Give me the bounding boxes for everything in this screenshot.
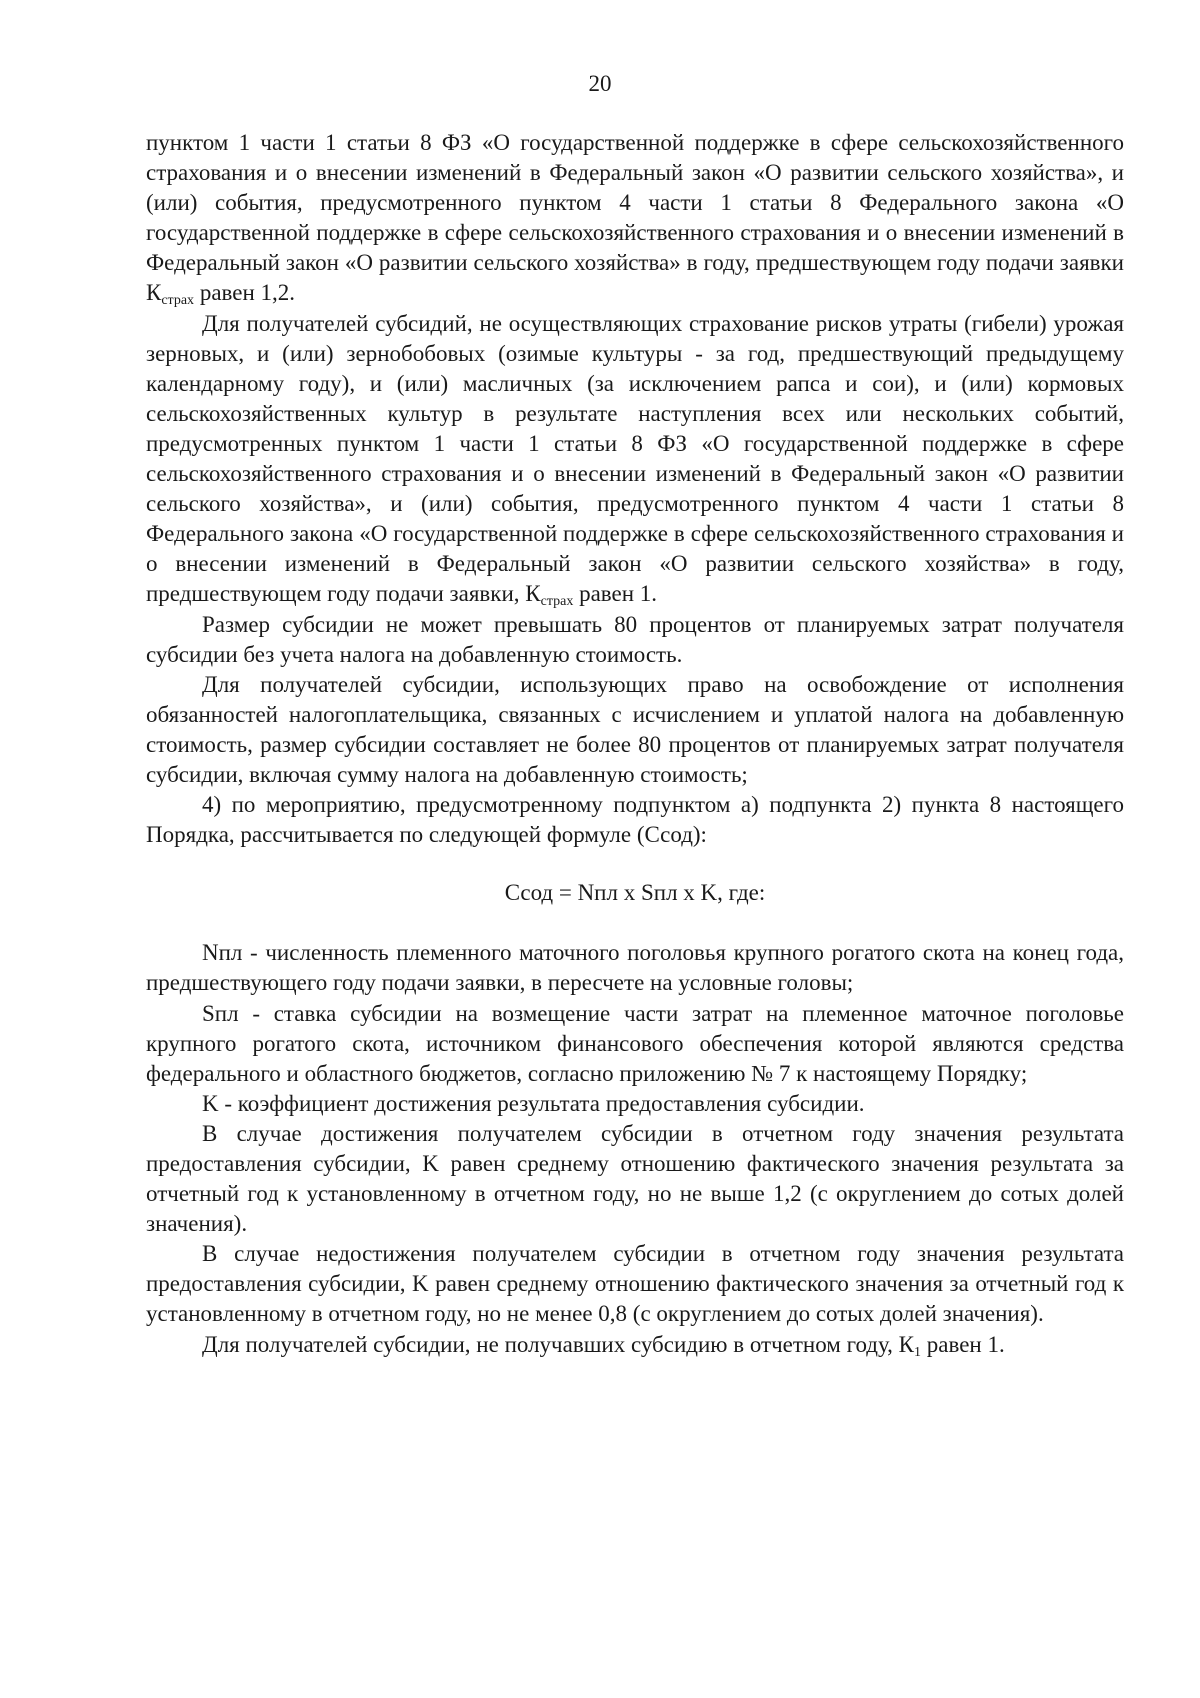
paragraph-7: Sпл - ставка субсидии на возмещение части затрат на племенное маточное поголовье крупного рогатого скота, источником финансового обеспечения которой являются средства федерального и областного бюджетов, согласно приложению № 7 к настоящему Порядку; xyxy=(146,1000,1124,1086)
k-strah-subscript: страх xyxy=(161,293,195,309)
paragraph-9: В случае достижения получателем субсидии в отчетном году значения результата предоставления субсидии, K равен среднему отношению фактического значения результата за отчетный год к установленному в отчетном году, но не выше 1,2 (с округлением до сотых долей значения). xyxy=(146,1120,1124,1237)
paragraph-1-text: пунктом 1 части 1 статьи 8 ФЗ «О государственной поддержке в сфере сельскохозяйственного страхования и о внесении изменений в Федеральный закон «О развитии сельского хозяйства», и (или) события, предусмотренного пунктом 4 части 1 статьи 8 Федерального закона «О государственной поддержке в сфере сельскохозяйственного страхования и о внесении изменений в Федеральный закон «О развитии сельского хозяйства» в году, предшествующем году подачи заявки К xyxy=(146,130,1124,306)
paragraph-3: Размер субсидии не может превышать 80 процентов от планируемых затрат получателя субсидии без учета налога на добавленную стоимость. xyxy=(146,611,1124,667)
document-body xyxy=(146,128,1124,1360)
paragraph-2-tail: равен 1. xyxy=(573,581,658,607)
paragraph-6: Nпл - численность племенного маточного поголовья крупного рогатого скота на конец года, предшествующего году подачи заявки, в пересчете на условные головы; xyxy=(146,940,1124,996)
k1-subscript: 1 xyxy=(914,1344,922,1360)
paragraph-5: 4) по мероприятию, предусмотренному подпунктом а) подпункта 2) пункта 8 настоящего Порядка, рассчитывается по следующей формуле (Ссод): xyxy=(146,792,1124,848)
paragraph-1-tail: равен 1,2. xyxy=(194,280,296,306)
paragraph-2 xyxy=(146,309,1124,610)
paragraph-2-text: Для получателей субсидий, не осуществляющих страхование рисков утраты (гибели) урожая зерновых, и (или) зернобобовых (озимые культуры - за год, предшествующий предыдущему календарному году), и (или) масличных (за исключением рапса и сои), и (или) кормовых сельскохозяйственных культур в результате наступления всех или нескольких событий, предусмотренных пунктом 1 части 1 статьи 8 ФЗ «О государственной поддержке в сфере сельскохозяйственного страхования и о внесении изменений в Федеральный закон «О развитии сельского хозяйства», и (или) события, предусмотренного пунктом 4 части 1 статьи 8 Федерального закона «О государственной поддержке в сфере сельскохозяйственного страхования и о внесении изменений в Федеральный закон «О развитии сельского хозяйства» в году, предшествующем году подачи заявки, К xyxy=(146,310,1124,607)
k-strah-subscript: страх xyxy=(540,594,574,610)
paragraph-8: K - коэффициент достижения результата предоставления субсидии. xyxy=(202,1090,865,1116)
paragraph-1 xyxy=(146,128,1124,309)
paragraph-4: Для получателей субсидии, использующих право на освобождение от исполнения обязанностей налогоплательщика, связанных с исчислением и уплатой налога на добавленную стоимость, размер субсидии составляет не более 80 процентов от планируемых затрат получателя субсидии, включая сумму налога на добавленную стоимость; xyxy=(146,671,1124,787)
paragraph-11-tail: равен 1. xyxy=(921,1331,1005,1357)
paragraph-11-text: Для получателей субсидии, не получавших субсидию в отчетном году, К xyxy=(202,1331,915,1357)
paragraph-10: В случае недостижения получателем субсидии в отчетном году значения результата предоставления субсидии, K равен среднему отношению фактического значения за отчетный год к установленному в отчетном году, но не менее 0,8 (с округлением до сотых долей значения). xyxy=(146,1241,1124,1327)
page-number: 20 xyxy=(588,71,612,96)
paragraph-11 xyxy=(146,1330,1124,1360)
formula: Ссод = Nпл x Sпл x K, где: xyxy=(504,880,766,906)
